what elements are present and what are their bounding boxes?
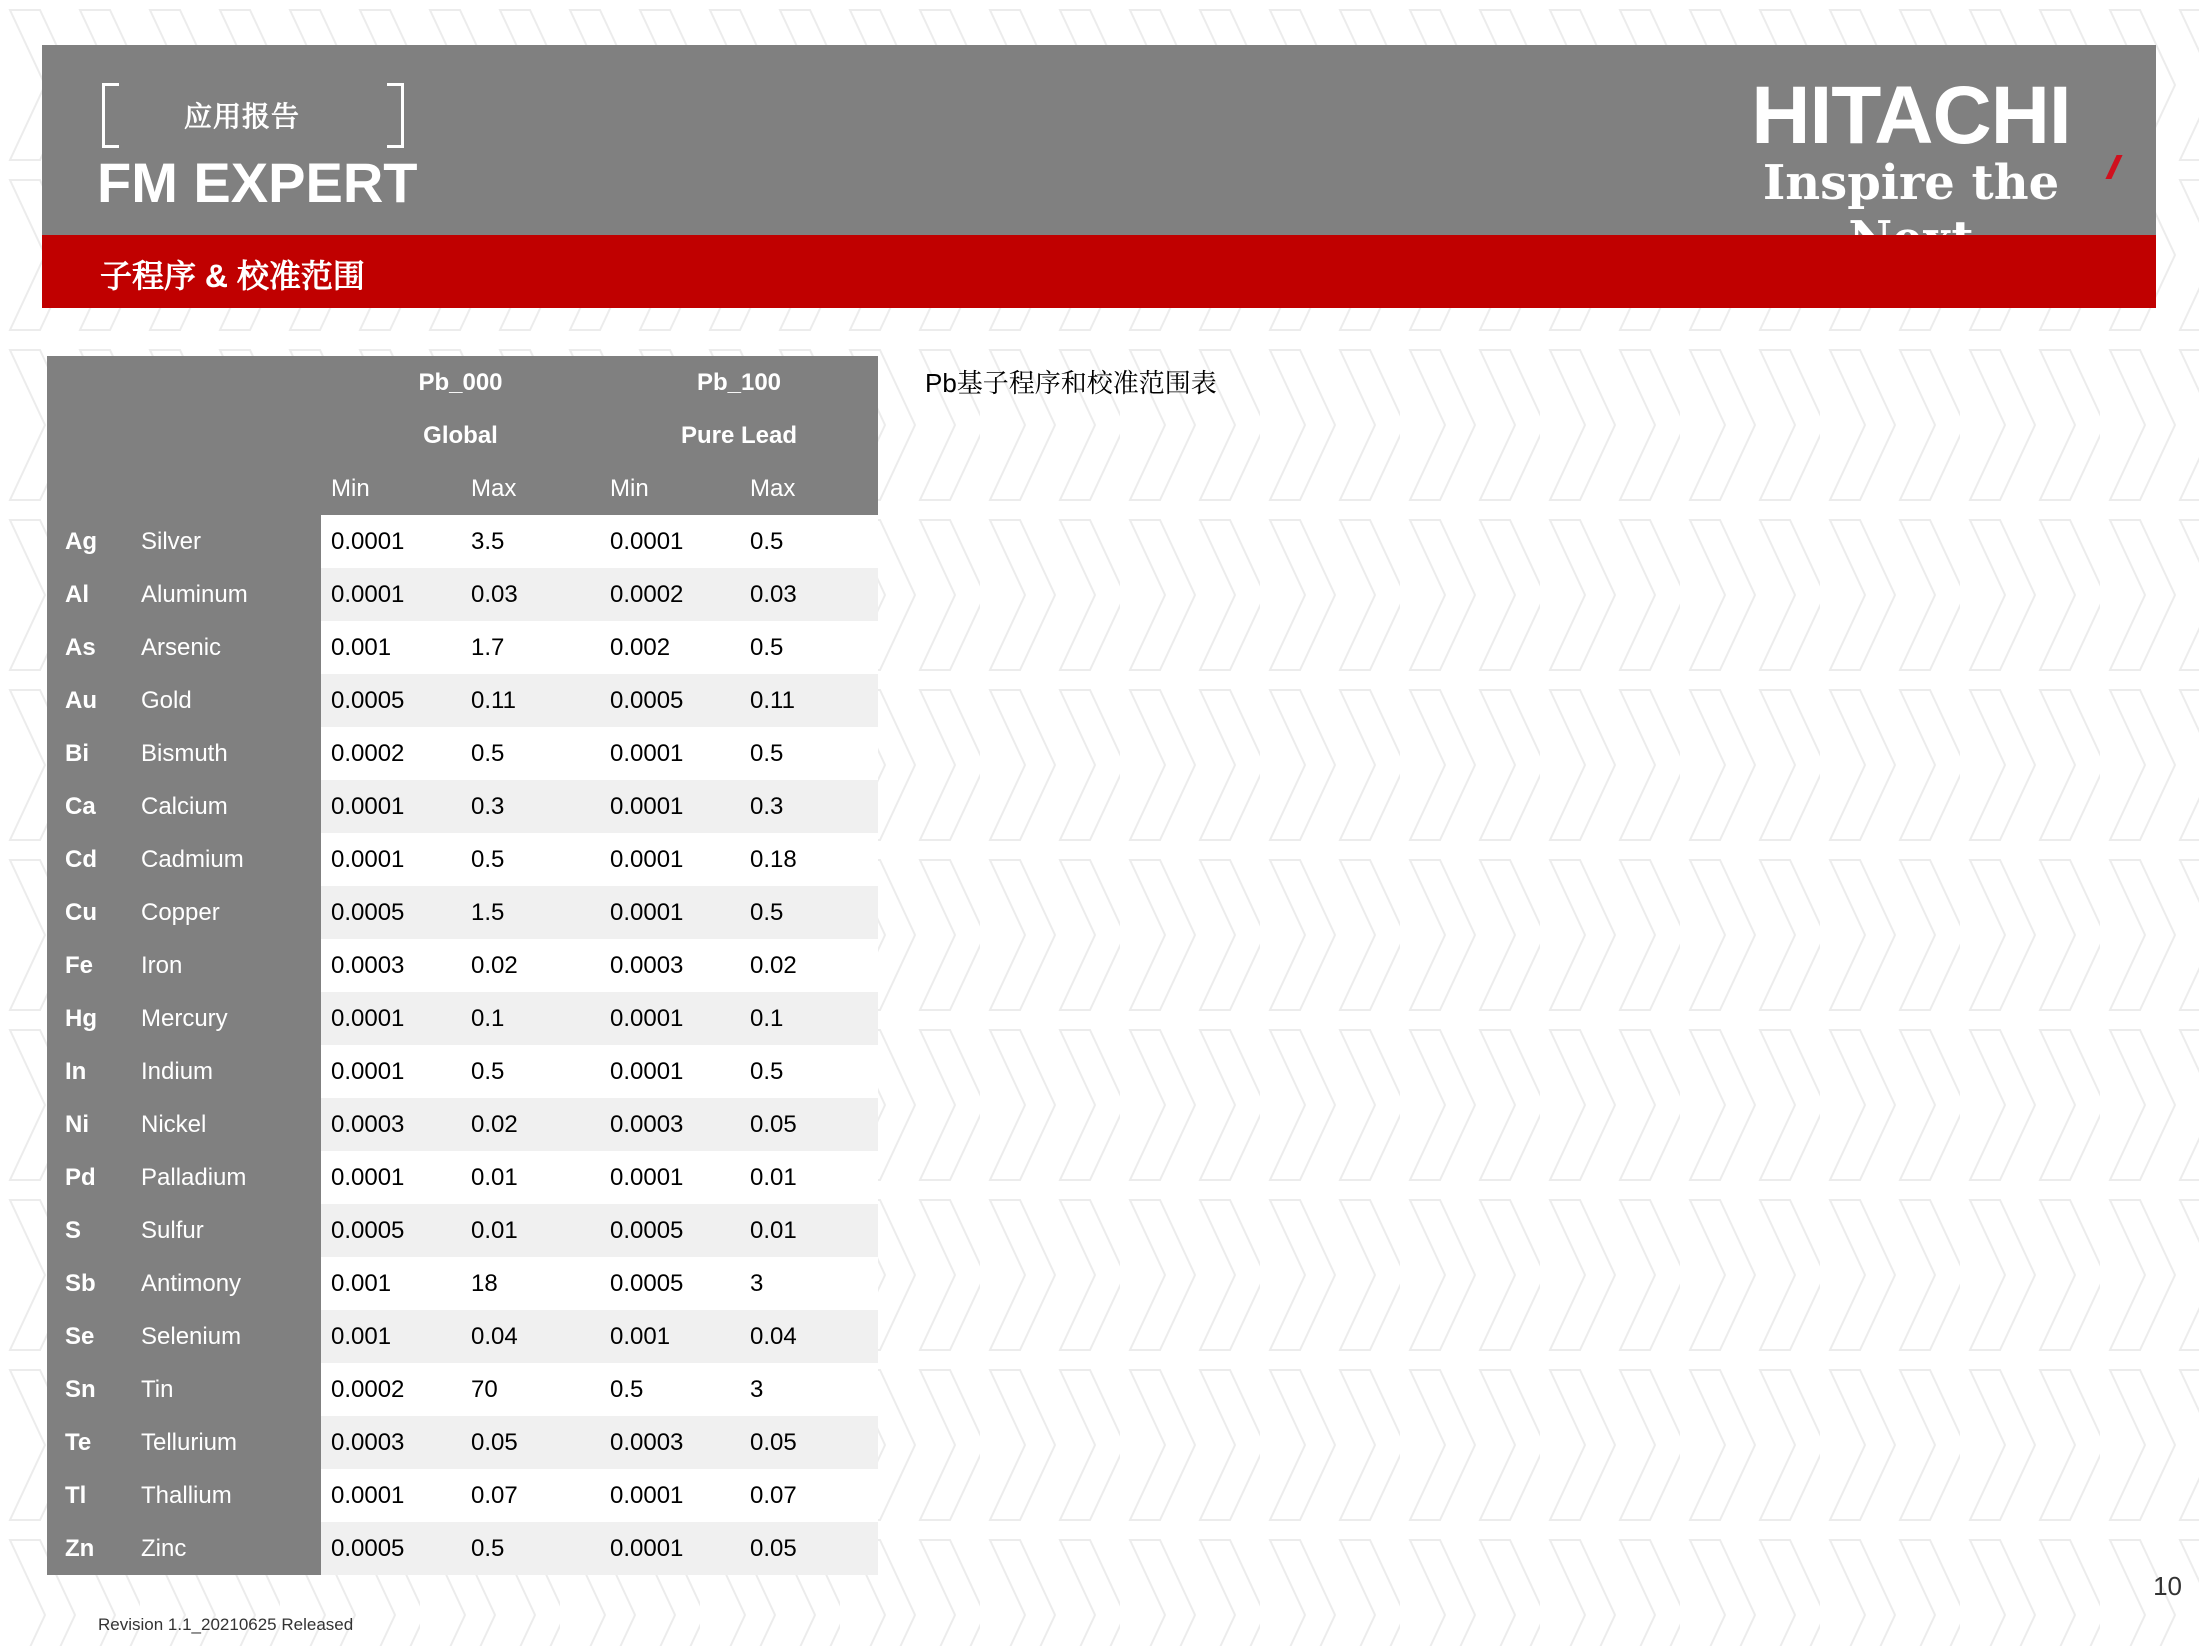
max-value-cell: 0.3 xyxy=(461,780,600,833)
element-name: Zinc xyxy=(141,1522,321,1575)
max-value-cell: 0.01 xyxy=(740,1151,878,1204)
element-name: Calcium xyxy=(141,780,321,833)
max-value-cell: 0.03 xyxy=(740,568,878,621)
max-value-cell: 0.5 xyxy=(461,1522,600,1575)
min-value-cell: 0.0001 xyxy=(600,1045,740,1098)
min-value-cell: 0.0001 xyxy=(600,727,740,780)
element-symbol: Al xyxy=(47,568,141,621)
element-name: Tin xyxy=(141,1363,321,1416)
element-symbol: Pd xyxy=(47,1151,141,1204)
min-value-cell: 0.0001 xyxy=(600,992,740,1045)
min-value-cell: 0.0001 xyxy=(600,1151,740,1204)
logo-tagline-text: Inspire the xyxy=(1762,155,2060,211)
max-value-cell: 3 xyxy=(740,1257,878,1310)
table-row xyxy=(47,621,878,674)
max-value-cell: 1.5 xyxy=(461,886,600,939)
max-value-cell: 0.02 xyxy=(740,939,878,992)
header-bar xyxy=(42,45,2156,235)
program-code-1: Pb_000 xyxy=(321,356,600,409)
min-value-cell: 0.0001 xyxy=(600,886,740,939)
max-value-cell: 0.11 xyxy=(461,674,600,727)
table-row xyxy=(47,939,878,992)
min-value-cell: 0.0001 xyxy=(321,515,461,568)
max-value-cell: 0.1 xyxy=(740,992,878,1045)
min-value-cell: 0.0003 xyxy=(321,939,461,992)
element-symbol: Fe xyxy=(47,939,141,992)
section-title-bar xyxy=(42,235,2156,308)
min-value-cell: 0.0003 xyxy=(321,1416,461,1469)
element-symbol: Ca xyxy=(47,780,141,833)
max-value-cell: 0.01 xyxy=(461,1151,600,1204)
max-value-cell: 0.01 xyxy=(740,1204,878,1257)
max-value-cell: 0.11 xyxy=(740,674,878,727)
element-symbol: S xyxy=(47,1204,141,1257)
element-symbol: Se xyxy=(47,1310,141,1363)
table-row xyxy=(47,1098,878,1151)
header-blank xyxy=(47,409,321,462)
page-number: 10 xyxy=(2153,1571,2182,1601)
table-row xyxy=(47,1204,878,1257)
element-name: Selenium xyxy=(141,1310,321,1363)
min-value-cell: 0.0003 xyxy=(321,1098,461,1151)
header-blank xyxy=(47,462,321,515)
max-value-cell: 0.05 xyxy=(740,1098,878,1151)
max-value-cell: 0.5 xyxy=(740,1045,878,1098)
element-symbol: Zn xyxy=(47,1522,141,1575)
element-name: Iron xyxy=(141,939,321,992)
table-row xyxy=(47,1045,878,1098)
bracket-left xyxy=(102,83,119,148)
max-value-cell: 0.5 xyxy=(740,515,878,568)
element-name: Tellurium xyxy=(141,1416,321,1469)
min-value-cell: 0.0001 xyxy=(321,1151,461,1204)
max-value-cell: 0.5 xyxy=(461,833,600,886)
table-row xyxy=(47,515,878,568)
element-name: Indium xyxy=(141,1045,321,1098)
element-symbol: Au xyxy=(47,674,141,727)
calibration-range-table xyxy=(47,356,878,1575)
min-value-cell: 0.0001 xyxy=(321,833,461,886)
max-value-cell: 0.04 xyxy=(461,1310,600,1363)
max-value-cell: 0.02 xyxy=(461,939,600,992)
element-name: Cadmium xyxy=(141,833,321,886)
min-value-cell: 0.001 xyxy=(321,1257,461,1310)
header-blank xyxy=(47,356,321,409)
min-value-cell: 0.5 xyxy=(600,1363,740,1416)
report-label: 应用报告 xyxy=(184,101,301,132)
element-symbol: Cu xyxy=(47,886,141,939)
min-value-cell: 0.0005 xyxy=(600,1204,740,1257)
min-value-cell: 0.0001 xyxy=(321,992,461,1045)
element-symbol: Tl xyxy=(47,1469,141,1522)
max-value-cell: 0.3 xyxy=(740,780,878,833)
table-row xyxy=(47,674,878,727)
element-name: Palladium xyxy=(141,1151,321,1204)
section-title: 子程序 & 校准范围 xyxy=(100,258,365,294)
column-header-max: Max xyxy=(740,462,878,515)
min-value-cell: 0.0005 xyxy=(600,1257,740,1310)
element-name: Thallium xyxy=(141,1469,321,1522)
max-value-cell: 0.5 xyxy=(740,727,878,780)
max-value-cell: 0.03 xyxy=(461,568,600,621)
table-caption: Pb基子程序和校准范围表 xyxy=(925,368,1217,398)
max-value-cell: 0.07 xyxy=(740,1469,878,1522)
min-value-cell: 0.0005 xyxy=(600,674,740,727)
min-value-cell: 0.0001 xyxy=(600,1469,740,1522)
program-name-1: Global xyxy=(321,409,600,462)
logo-accent-mark xyxy=(2105,155,2122,179)
product-name: FM EXPERT xyxy=(97,151,418,214)
element-name: Arsenic xyxy=(141,621,321,674)
min-max-header-row xyxy=(47,462,878,515)
max-value-cell: 0.05 xyxy=(461,1416,600,1469)
element-name: Antimony xyxy=(141,1257,321,1310)
min-value-cell: 0.0001 xyxy=(600,780,740,833)
table-row xyxy=(47,1469,878,1522)
table-row xyxy=(47,1257,878,1310)
bracket-right xyxy=(387,83,404,148)
element-name: Mercury xyxy=(141,992,321,1045)
max-value-cell: 0.05 xyxy=(740,1416,878,1469)
column-header-max: Max xyxy=(461,462,600,515)
table-row xyxy=(47,1363,878,1416)
min-value-cell: 0.0001 xyxy=(600,1522,740,1575)
min-value-cell: 0.0003 xyxy=(600,939,740,992)
min-value-cell: 0.0005 xyxy=(321,674,461,727)
min-value-cell: 0.001 xyxy=(321,621,461,674)
program-code-2: Pb_100 xyxy=(600,356,878,409)
table-row xyxy=(47,568,878,621)
element-symbol: Cd xyxy=(47,833,141,886)
table-row xyxy=(47,727,878,780)
element-symbol: Bi xyxy=(47,727,141,780)
element-name: Sulfur xyxy=(141,1204,321,1257)
element-symbol: Ni xyxy=(47,1098,141,1151)
max-value-cell: 3 xyxy=(740,1363,878,1416)
element-symbol: Sb xyxy=(47,1257,141,1310)
logo-text: HITACHI xyxy=(1751,70,2071,161)
min-value-cell: 0.0002 xyxy=(600,568,740,621)
max-value-cell: 70 xyxy=(461,1363,600,1416)
min-value-cell: 0.0005 xyxy=(321,1522,461,1575)
program-header-row xyxy=(47,356,878,409)
max-value-cell: 0.5 xyxy=(740,621,878,674)
table-row xyxy=(47,1310,878,1363)
program-name-2: Pure Lead xyxy=(600,409,878,462)
max-value-cell: 18 xyxy=(461,1257,600,1310)
max-value-cell: 0.04 xyxy=(740,1310,878,1363)
min-value-cell: 0.0002 xyxy=(321,727,461,780)
max-value-cell: 0.5 xyxy=(461,727,600,780)
max-value-cell: 0.05 xyxy=(740,1522,878,1575)
min-value-cell: 0.0001 xyxy=(321,780,461,833)
program-name-row xyxy=(47,409,878,462)
column-header-min: Min xyxy=(321,462,461,515)
min-value-cell: 0.0003 xyxy=(600,1416,740,1469)
min-value-cell: 0.0002 xyxy=(321,1363,461,1416)
min-value-cell: 0.0001 xyxy=(321,1469,461,1522)
min-value-cell: 0.002 xyxy=(600,621,740,674)
table-row xyxy=(47,780,878,833)
table-row xyxy=(47,833,878,886)
max-value-cell: 3.5 xyxy=(461,515,600,568)
element-name: Aluminum xyxy=(141,568,321,621)
element-symbol: Hg xyxy=(47,992,141,1045)
min-value-cell: 0.0001 xyxy=(321,1045,461,1098)
min-value-cell: 0.0005 xyxy=(321,1204,461,1257)
column-header-min: Min xyxy=(600,462,740,515)
max-value-cell: 0.5 xyxy=(740,886,878,939)
min-value-cell: 0.0001 xyxy=(321,568,461,621)
max-value-cell: 0.02 xyxy=(461,1098,600,1151)
max-value-cell: 0.5 xyxy=(461,1045,600,1098)
min-value-cell: 0.001 xyxy=(321,1310,461,1363)
element-symbol: Sn xyxy=(47,1363,141,1416)
table-row xyxy=(47,1522,878,1575)
min-value-cell: 0.001 xyxy=(600,1310,740,1363)
table-row xyxy=(47,886,878,939)
min-value-cell: 0.0001 xyxy=(600,515,740,568)
table-row xyxy=(47,992,878,1045)
element-name: Bismuth xyxy=(141,727,321,780)
element-symbol: As xyxy=(47,621,141,674)
max-value-cell: 1.7 xyxy=(461,621,600,674)
max-value-cell: 0.07 xyxy=(461,1469,600,1522)
min-value-cell: 0.0001 xyxy=(600,833,740,886)
max-value-cell: 0.18 xyxy=(740,833,878,886)
min-value-cell: 0.0005 xyxy=(321,886,461,939)
max-value-cell: 0.01 xyxy=(461,1204,600,1257)
element-name: Copper xyxy=(141,886,321,939)
min-value-cell: 0.0003 xyxy=(600,1098,740,1151)
element-symbol: Ag xyxy=(47,515,141,568)
element-name: Nickel xyxy=(141,1098,321,1151)
table-row xyxy=(47,1151,878,1204)
element-name: Gold xyxy=(141,674,321,727)
element-name: Silver xyxy=(141,515,321,568)
element-symbol: In xyxy=(47,1045,141,1098)
revision-note: Revision 1.1_20210625 Released xyxy=(98,1615,354,1634)
max-value-cell: 0.1 xyxy=(461,992,600,1045)
table-row xyxy=(47,1416,878,1469)
element-symbol: Te xyxy=(47,1416,141,1469)
